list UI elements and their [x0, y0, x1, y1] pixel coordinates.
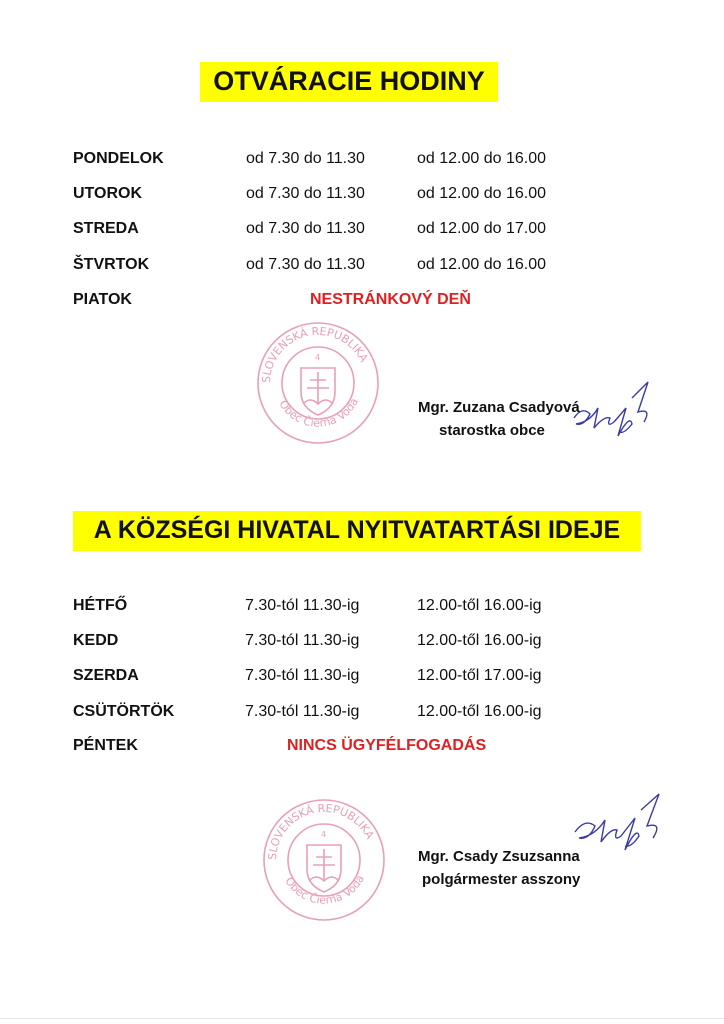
official-stamp-icon: [255, 320, 381, 446]
afternoon-hours: 12.00-től 16.00-ig: [417, 597, 542, 614]
hours-row: [0, 150, 724, 174]
hours-row: [0, 185, 724, 209]
afternoon-hours: 12.00-től 16.00-ig: [417, 703, 542, 720]
day-label: CSÜTÖRTÖK: [73, 703, 175, 720]
page-title-hu: A KÖZSÉGI HIVATAL NYITVATARTÁSI IDEJE: [73, 511, 641, 551]
stamp-number: 4: [321, 830, 327, 839]
hours-row: [0, 220, 724, 244]
afternoon-hours: 12.00-től 17.00-ig: [417, 667, 542, 684]
hours-row: [0, 632, 724, 656]
afternoon-hours: od 12.00 do 17.00: [417, 220, 547, 237]
morning-hours: 7.30-tól 11.30-ig: [245, 632, 360, 649]
hours-row: [0, 667, 724, 691]
hours-row: [0, 703, 724, 727]
morning-hours: 7.30-tól 11.30-ig: [245, 667, 360, 684]
afternoon-hours: od 12.00 do 16.00: [417, 185, 547, 202]
day-label: PIATOK: [73, 291, 132, 308]
day-label: UTOROK: [73, 185, 143, 202]
signer-name: Mgr. Zuzana Csadyová: [418, 399, 580, 416]
morning-hours: od 7.30 do 11.30: [246, 185, 365, 202]
morning-hours: od 7.30 do 11.30: [246, 256, 365, 273]
day-label: KEDD: [73, 632, 119, 649]
page-title-sk: OTVÁRACIE HODINY: [200, 62, 498, 102]
afternoon-hours: od 12.00 do 16.00: [417, 150, 547, 167]
day-label: SZERDA: [73, 667, 139, 684]
signer-role: polgármester asszony: [422, 871, 581, 888]
official-stamp-icon: [261, 797, 387, 923]
morning-hours: 7.30-tól 11.30-ig: [245, 703, 360, 720]
hours-row: [0, 256, 724, 280]
stamp-municipality: Obec Čierna Voda: [282, 872, 367, 907]
signature-icon: [565, 792, 675, 862]
morning-hours: od 7.30 do 11.30: [246, 220, 365, 237]
day-label: PÉNTEK: [73, 737, 138, 754]
hours-row: [0, 291, 724, 315]
afternoon-hours: 12.00-től 16.00-ig: [417, 632, 542, 649]
page-edge-divider: [0, 1018, 724, 1019]
day-label: PONDELOK: [73, 150, 164, 167]
day-label: HÉTFŐ: [73, 597, 128, 614]
hours-row: [0, 737, 724, 761]
signer-name: Mgr. Csady Zsuzsanna: [418, 848, 580, 865]
morning-hours: od 7.30 do 11.30: [246, 150, 365, 167]
closed-notice: NINCS ÜGYFÉLFOGADÁS: [287, 737, 487, 754]
morning-hours: 7.30-tól 11.30-ig: [245, 597, 360, 614]
afternoon-hours: od 12.00 do 16.00: [417, 256, 547, 273]
day-label: ŠTVRTOK: [73, 256, 150, 273]
closed-notice: NESTRÁNKOVÝ DEŇ: [310, 291, 471, 308]
stamp-text: SLOVENSKÁ REPUBLIKA: [259, 324, 371, 384]
hours-row: [0, 597, 724, 621]
day-label: STREDA: [73, 220, 139, 237]
signer-role: starostka obce: [439, 422, 545, 439]
stamp-text: SLOVENSKÁ REPUBLIKA: [265, 801, 377, 861]
stamp-municipality: Obec Čierna Voda: [276, 395, 361, 430]
stamp-number: 4: [315, 353, 321, 362]
